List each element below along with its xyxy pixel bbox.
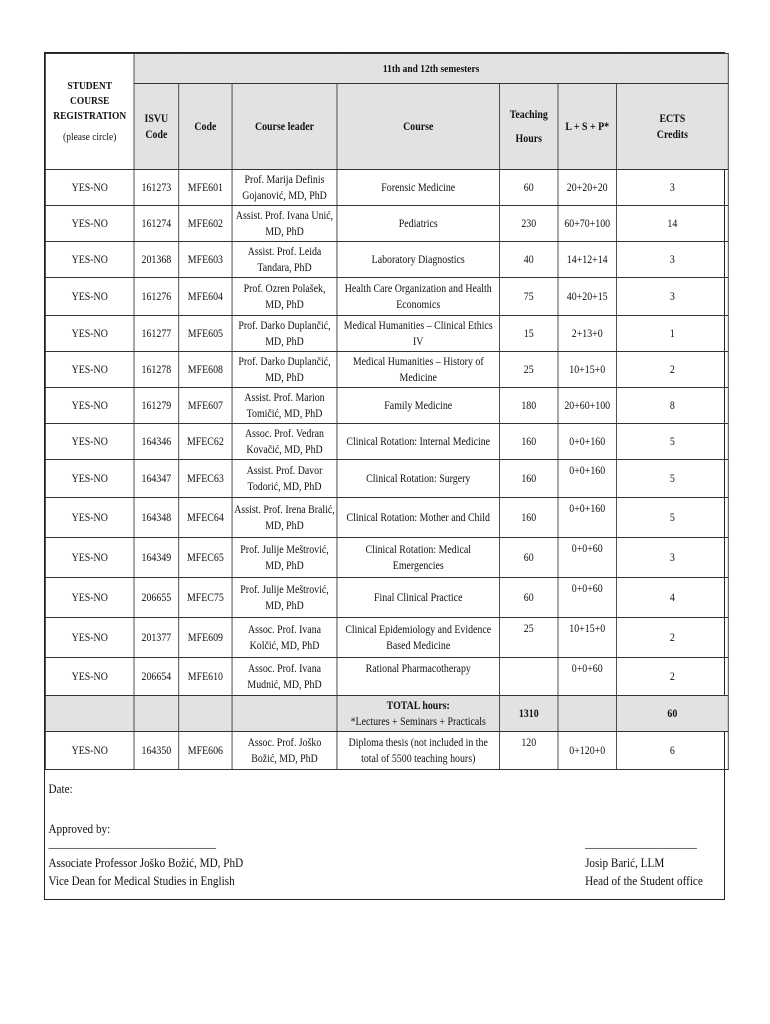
lsp-hours: 0+0+60 <box>558 578 616 618</box>
course-leader: Assoc. Prof. Ivana Mudnić, MD, PhD <box>232 658 337 696</box>
table-row <box>45 278 728 316</box>
course-leader: Assist. Prof. Marion Tomičić, MD, PhD <box>232 388 337 424</box>
registration-choice[interactable]: YES-NO <box>45 460 134 498</box>
code-header: Code <box>179 84 232 170</box>
registration-choice[interactable]: YES-NO <box>45 424 134 460</box>
total-hours: 1310 <box>500 696 558 732</box>
total-ects: 60 <box>616 696 728 732</box>
course-leader: Prof. Darko Duplančić, MD, PhD <box>232 316 337 352</box>
ects-credits: 8 <box>616 388 728 424</box>
lsp-header: L + S + P* <box>558 84 616 170</box>
isvu-code: 161278 <box>134 352 179 388</box>
table-row <box>45 460 728 498</box>
teaching-hours: 230 <box>500 206 558 242</box>
lsp-hours: 10+15+0 <box>558 618 616 658</box>
course-code: MFE603 <box>179 242 232 278</box>
teaching-hours: 60 <box>500 578 558 618</box>
registration-choice[interactable]: YES-NO <box>45 388 134 424</box>
table-row <box>45 316 728 352</box>
total-cell-empty <box>179 696 232 732</box>
course-rows <box>45 170 728 696</box>
thesis-lsp: 0+120+0 <box>558 732 616 770</box>
isvu-code: 161276 <box>134 278 179 316</box>
thesis-isvu: 164350 <box>134 732 179 770</box>
registration-header <box>45 54 134 170</box>
ects-credits: 2 <box>616 618 728 658</box>
course-name: Medical Humanities – History of Medicine <box>337 352 500 388</box>
ects-credits: 2 <box>616 352 728 388</box>
isvu-code: 201377 <box>134 618 179 658</box>
lsp-hours: 60+70+100 <box>558 206 616 242</box>
ects-header <box>616 84 728 170</box>
course-name: Final Clinical Practice <box>337 578 500 618</box>
course-leader: Prof. Darko Duplančić, MD, PhD <box>232 352 337 388</box>
table-row <box>45 242 728 278</box>
course-header: Course <box>337 84 500 170</box>
course-leader: Prof. Julije Meštrović, MD, PhD <box>232 578 337 618</box>
lsp-hours: 0+0+60 <box>558 538 616 578</box>
ects-credits: 1 <box>616 316 728 352</box>
course-leader: Assist. Prof. Leida Tandara, PhD <box>232 242 337 278</box>
registration-choice[interactable]: YES-NO <box>45 498 134 538</box>
course-leader: Prof. Julije Meštrović, MD, PhD <box>232 538 337 578</box>
total-label: TOTAL hours: <box>386 699 450 712</box>
course-code: MFE608 <box>179 352 232 388</box>
teaching-hours: 25 <box>500 618 558 658</box>
registration-choice[interactable]: YES-NO <box>45 206 134 242</box>
teaching-hours: 25 <box>500 352 558 388</box>
teaching-hours: 160 <box>500 424 558 460</box>
semesters-header: 11th and 12th semesters <box>134 54 728 84</box>
isvu-code: 164348 <box>134 498 179 538</box>
teaching-hours: 15 <box>500 316 558 352</box>
thesis-ects: 6 <box>616 732 728 770</box>
thesis-hours: 120 <box>500 732 558 770</box>
lsp-hours: 10+15+0 <box>558 352 616 388</box>
right-signatory-title: Head of the Student office <box>585 873 703 888</box>
ects-credits: 3 <box>616 538 728 578</box>
course-name: Clinical Rotation: Mother and Child <box>337 498 500 538</box>
course-leader: Assoc. Prof. Vedran Kovačić, MD, PhD <box>232 424 337 460</box>
course-name: Family Medicine <box>337 388 500 424</box>
course-code: MFEC62 <box>179 424 232 460</box>
right-signatory-name: Josip Barić, LLM <box>585 855 665 870</box>
total-cell-empty <box>134 696 179 732</box>
registration-header-line2: REGISTRATION <box>53 109 127 122</box>
left-signatory-title: Vice Dean for Medical Studies in English <box>48 873 235 888</box>
course-code: MFE610 <box>179 658 232 696</box>
course-name: Rational Pharmacotherapy <box>337 658 500 696</box>
isvu-code: 161277 <box>134 316 179 352</box>
course-name: Clinical Rotation: Medical Emergencies <box>337 538 500 578</box>
isvu-code: 201368 <box>134 242 179 278</box>
teaching-hours: 40 <box>500 242 558 278</box>
ects-credits: 3 <box>616 278 728 316</box>
right-signature-line: ____________________ <box>585 835 697 850</box>
table-row <box>45 618 728 658</box>
registration-header-hint: (please circle) <box>63 130 117 143</box>
teaching-hours: 60 <box>500 538 558 578</box>
teaching-hours <box>500 658 558 696</box>
ects-credits: 3 <box>616 242 728 278</box>
course-leader: Assist. Prof. Ivana Unić, MD, PhD <box>232 206 337 242</box>
lsp-hours: 20+60+100 <box>558 388 616 424</box>
teaching-hours: 160 <box>500 460 558 498</box>
course-code: MFE605 <box>179 316 232 352</box>
left-signature-line: ______________________________ <box>48 835 217 850</box>
table-row <box>45 170 728 206</box>
table-row <box>45 578 728 618</box>
isvu-code: 206655 <box>134 578 179 618</box>
course-code: MFE602 <box>179 206 232 242</box>
course-table <box>45 53 729 770</box>
approved-label: Approved by: <box>48 821 111 836</box>
ects-credits: 2 <box>616 658 728 696</box>
table-row <box>45 424 728 460</box>
left-signatory-name: Associate Professor Joško Božić, MD, PhD <box>48 855 244 870</box>
isvu-code: 164347 <box>134 460 179 498</box>
isvu-code: 164346 <box>134 424 179 460</box>
hours-header-line2: Hours <box>515 132 542 145</box>
lsp-hours: 0+0+160 <box>558 498 616 538</box>
course-leader: Assoc. Prof. Ivana Kolčić, MD, PhD <box>232 618 337 658</box>
teaching-hours: 160 <box>500 498 558 538</box>
thesis-registration[interactable]: YES-NO <box>45 732 134 770</box>
thesis-code: MFE606 <box>179 732 232 770</box>
lsp-hours: 0+0+160 <box>558 460 616 498</box>
table-row <box>45 352 728 388</box>
approval-footer <box>45 776 703 901</box>
ects-credits: 5 <box>616 498 728 538</box>
isvu-code: 206654 <box>134 658 179 696</box>
course-leader: Assist. Prof. Davor Todorić, MD, PhD <box>232 460 337 498</box>
hours-header-line1: Teaching <box>509 108 548 121</box>
teaching-hours: 75 <box>500 278 558 316</box>
total-note: *Lectures + Seminars + Practicals <box>350 715 486 728</box>
total-cell-empty <box>45 696 134 732</box>
ects-header-line2: Credits <box>656 128 688 141</box>
total-cell-empty <box>232 696 337 732</box>
registration-choice[interactable]: YES-NO <box>45 316 134 352</box>
registration-choice[interactable]: YES-NO <box>45 170 134 206</box>
course-leader: Prof. Marija Definis Gojanović, MD, PhD <box>232 170 337 206</box>
course-name: Medical Humanities – Clinical Ethics IV <box>337 316 500 352</box>
teaching-hours: 180 <box>500 388 558 424</box>
teaching-hours: 60 <box>500 170 558 206</box>
thesis-course: Diploma thesis (not included in the total of 5500 teaching hours) <box>337 732 500 770</box>
course-code: MFEC64 <box>179 498 232 538</box>
course-leader-header: Course leader <box>232 84 337 170</box>
table-row <box>45 388 728 424</box>
course-name: Clinical Rotation: Internal Medicine <box>337 424 500 460</box>
registration-choice[interactable]: YES-NO <box>45 352 134 388</box>
total-label-cell <box>337 696 500 732</box>
total-cell-empty <box>558 696 616 732</box>
registration-form <box>44 52 725 900</box>
course-code: MFE604 <box>179 278 232 316</box>
lsp-hours: 20+20+20 <box>558 170 616 206</box>
course-leader: Prof. Ozren Polašek, MD, PhD <box>232 278 337 316</box>
registration-choice[interactable]: YES-NO <box>45 618 134 658</box>
table-row <box>45 498 728 538</box>
course-name: Forensic Medicine <box>337 170 500 206</box>
course-name: Health Care Organization and Health Economics <box>337 278 500 316</box>
isvu-header-line1: ISVU <box>144 112 169 125</box>
course-code: MFEC65 <box>179 538 232 578</box>
course-leader: Assist. Prof. Irena Bralić, MD, PhD <box>232 498 337 538</box>
isvu-code: 164349 <box>134 538 179 578</box>
registration-choice[interactable]: YES-NO <box>45 658 134 696</box>
ects-credits: 5 <box>616 424 728 460</box>
isvu-code: 161274 <box>134 206 179 242</box>
registration-choice[interactable]: YES-NO <box>45 538 134 578</box>
course-code: MFE609 <box>179 618 232 658</box>
table-row <box>45 658 728 696</box>
course-code: MFE607 <box>179 388 232 424</box>
registration-choice[interactable]: YES-NO <box>45 278 134 316</box>
course-code: MFEC63 <box>179 460 232 498</box>
ects-credits: 4 <box>616 578 728 618</box>
lsp-hours: 2+13+0 <box>558 316 616 352</box>
table-row <box>45 206 728 242</box>
registration-choice[interactable]: YES-NO <box>45 242 134 278</box>
isvu-header-line2: Code <box>145 128 168 141</box>
date-label: Date: <box>48 781 73 796</box>
isvu-code: 161273 <box>134 170 179 206</box>
course-name: Clinical Rotation: Surgery <box>337 460 500 498</box>
isvu-code-header <box>134 84 179 170</box>
registration-header-line1: STUDENT COURSE <box>67 79 113 107</box>
registration-choice[interactable]: YES-NO <box>45 578 134 618</box>
course-code: MFE601 <box>179 170 232 206</box>
lsp-hours: 0+0+160 <box>558 424 616 460</box>
course-name: Pediatrics <box>337 206 500 242</box>
lsp-hours: 14+12+14 <box>558 242 616 278</box>
lsp-hours: 40+20+15 <box>558 278 616 316</box>
ects-credits: 3 <box>616 170 728 206</box>
ects-credits: 5 <box>616 460 728 498</box>
teaching-hours-header <box>500 84 558 170</box>
ects-credits: 14 <box>616 206 728 242</box>
thesis-leader: Assoc. Prof. Joško Božić, MD, PhD <box>232 732 337 770</box>
table-row <box>45 538 728 578</box>
course-name: Laboratory Diagnostics <box>337 242 500 278</box>
course-name: Clinical Epidemiology and Evidence Based Medicine <box>337 618 500 658</box>
isvu-code: 161279 <box>134 388 179 424</box>
course-code: MFEC75 <box>179 578 232 618</box>
ects-header-line1: ECTS <box>659 112 686 125</box>
lsp-hours: 0+0+60 <box>558 658 616 696</box>
